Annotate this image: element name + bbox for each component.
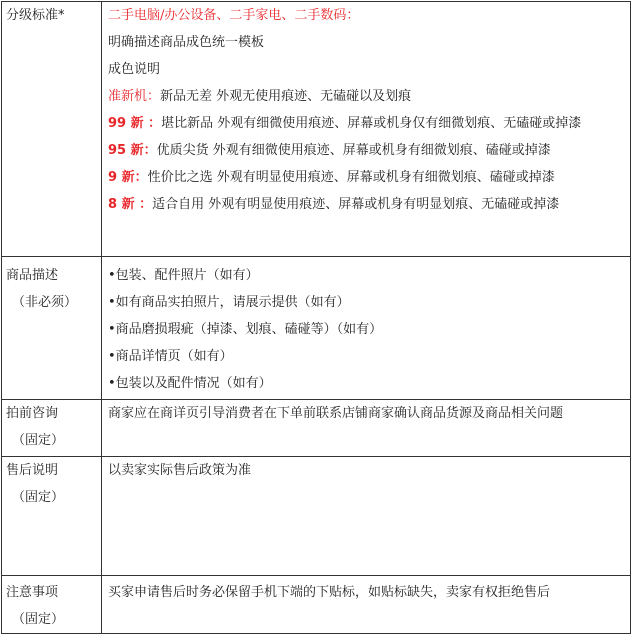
grade-8	[108, 191, 626, 218]
aftersale-text: 以卖家实际售后政策为准	[108, 463, 252, 478]
aftersale-label-cell	[2, 457, 102, 576]
presale-label-note: （固定）	[12, 433, 65, 448]
notice-label-cell	[2, 576, 102, 634]
grade-name: 8 新 ：	[108, 197, 153, 212]
grade-95	[108, 137, 626, 164]
bullet-icon: •	[108, 268, 116, 283]
bullet-icon: •	[108, 349, 116, 364]
bullet-icon: •	[108, 322, 116, 337]
presale-label-cell	[2, 400, 102, 457]
aftersale-content-cell	[102, 457, 631, 576]
bullet-icon: •	[108, 295, 116, 310]
list-item: •如有商品实拍照片，请展示提供（如有）	[108, 295, 350, 310]
notice-label-note: （固定）	[12, 612, 65, 627]
grade-name: 9 新：	[108, 170, 148, 185]
grade-name: 准新机：	[108, 89, 161, 104]
grade-9	[108, 164, 626, 191]
table-row-description	[2, 257, 631, 400]
notice-content-cell	[102, 576, 631, 634]
grading-content-cell	[102, 2, 631, 257]
grading-label-cell	[2, 2, 102, 257]
list-item: •商品磨损瑕疵（掉漆、划痕、磕碰等）（如有）	[108, 322, 383, 337]
list-item: •商品详情页（如有）	[108, 349, 233, 364]
condition-title: 成色说明	[108, 62, 161, 77]
table-row-aftersale	[2, 457, 631, 576]
list-item: •包装以及配件情况（如有）	[108, 376, 272, 391]
aftersale-label: 售后说明	[6, 463, 59, 478]
notice-label: 注意事项	[6, 585, 59, 600]
spec-table	[1, 1, 631, 634]
grade-like-new	[108, 83, 626, 110]
table-row-notice	[2, 576, 631, 634]
grade-desc: 优质尖货 外观有细微使用痕迹、屏幕或机身有细微划痕、磕碰或掉漆	[156, 143, 551, 158]
bullet-icon: •	[108, 376, 116, 391]
presale-text: 商家应在商详页引导消费者在下单前联系店铺商家确认商品货源及商品相关问题	[108, 406, 564, 421]
description-content-cell	[102, 257, 631, 400]
description-label: 商品描述	[6, 268, 59, 283]
table-row-grading	[2, 2, 631, 257]
grade-name: 99 新 ：	[108, 116, 162, 131]
grade-desc: 性价比之选 外观有明显使用痕迹、屏幕或机身有细微划痕、磕碰或掉漆	[147, 170, 555, 185]
notice-text: 买家申请售后时务必保留手机下端的下贴标，如贴标缺失，卖家有权拒绝售后	[108, 585, 551, 600]
grade-desc: 适合自用 外观有明显使用痕迹、屏幕或机身有明显划痕、无磕碰或掉漆	[152, 197, 560, 212]
table-row-presale	[2, 400, 631, 457]
grade-name: 95 新：	[108, 143, 157, 158]
grade-desc: 堪比新品 外观有细微使用痕迹、屏幕或机身仅有细微划痕、无磕碰或掉漆	[161, 116, 582, 131]
grade-99	[108, 110, 626, 137]
required-star: *	[58, 8, 65, 23]
grading-categories: 二手电脑/办公设备、二手家电、二手数码：	[108, 8, 360, 23]
list-item: •包装、配件照片（如有）	[108, 268, 259, 283]
description-label-cell	[2, 257, 102, 400]
grade-desc: 新品无差 外观无使用痕迹、无磕碰以及划痕	[160, 89, 412, 104]
presale-label: 拍前咨询	[6, 406, 59, 421]
grading-template-title: 明确描述商品成色统一模板	[108, 35, 265, 50]
presale-content-cell	[102, 400, 631, 457]
aftersale-label-note: （固定）	[12, 490, 65, 505]
description-label-note: （非必须）	[12, 295, 78, 310]
grading-label: 分级标准*	[6, 8, 65, 23]
